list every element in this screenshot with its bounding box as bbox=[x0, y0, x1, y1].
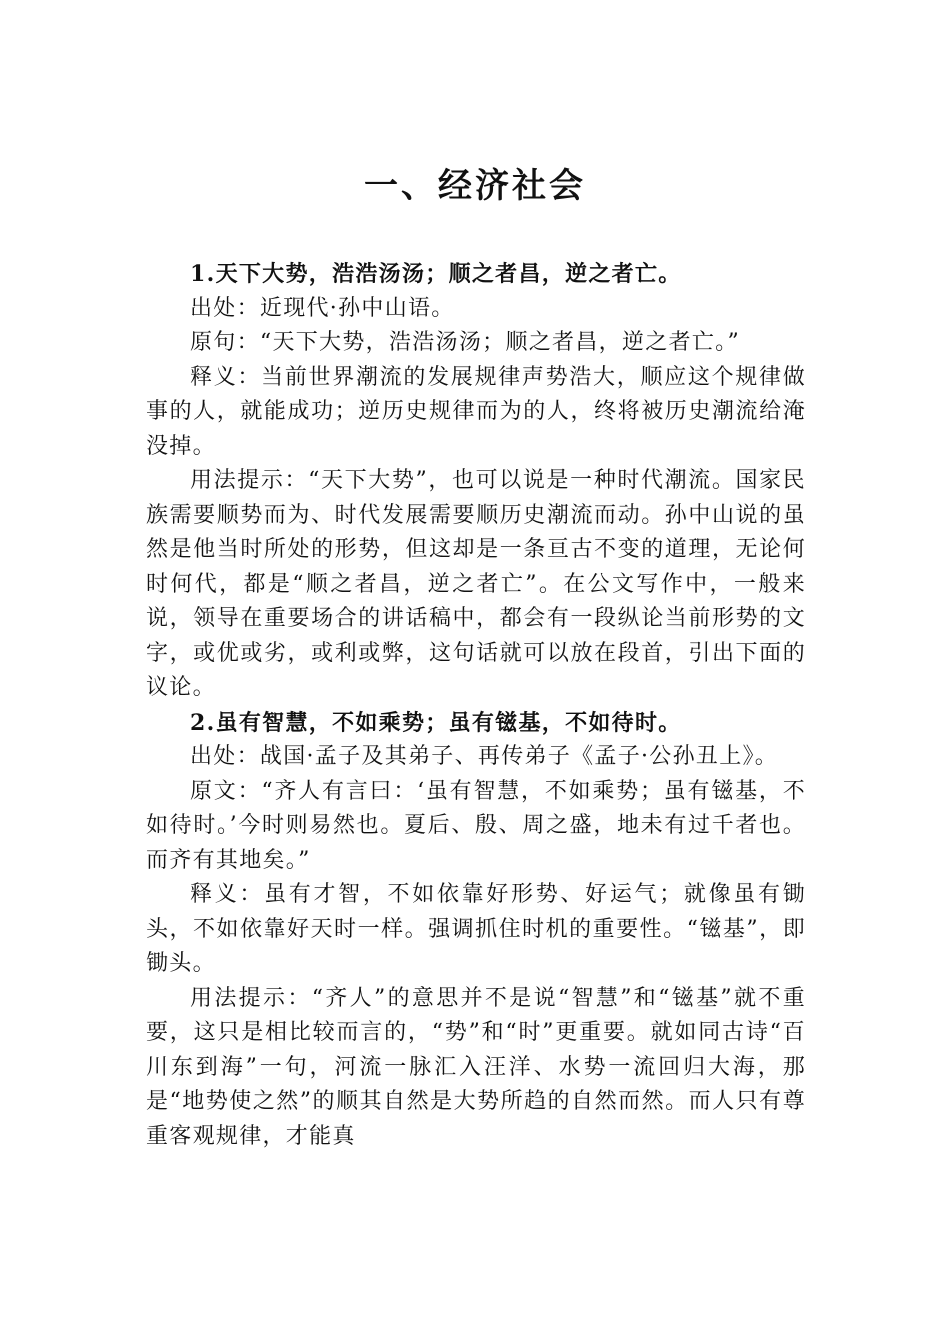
entry-2-meaning: 释义：虽有才智，不如依靠好形势、好运气；就像虽有锄头，不如依靠好天时一样。强调抓住时机的重要性。“镃基”，即锄头。 bbox=[146, 882, 806, 976]
document-body bbox=[146, 257, 806, 1154]
entry-1-original: 原句：“天下大势，浩浩汤汤；顺之者昌，逆之者亡。” bbox=[190, 330, 740, 355]
entry-1-heading: 1.天下大势，浩浩汤汤；顺之者昌，逆之者亡。 bbox=[190, 261, 682, 287]
entry-1-source: 出处：近现代·孙中山语。 bbox=[190, 295, 455, 321]
section-title: 一、经济社会 bbox=[364, 166, 586, 206]
entry-2-source: 出处：战国·孟子及其弟子、再传弟子《孟子·公孙丑上》。 bbox=[190, 744, 779, 769]
entry-2-original: 原文：“齐人有言曰：‘虽有智慧，不如乘势；虽有镃基，不如待时。’今时则易然也。夏后、殷、周之盛，地未有过千者也。而齐有其地矣。” bbox=[146, 778, 806, 873]
entry-2-heading: 2.虽有智慧，不如乘势；虽有镃基，不如待时。 bbox=[190, 709, 682, 736]
entry-2-usage: 用法提示：“齐人”的意思并不是说“智慧”和“镃基”就不重要，这只是相比较而言的，“势”和“时”更重要。就如同古诗“百川东到海”一句，河流一脉汇入汪洋、水势一流回归大海，那是“地势使之然”的顺其自然是大势所趋的自然而然。而人只有尊重客观规律，才能真 bbox=[146, 985, 806, 1149]
entry-1-meaning: 释义：当前世界潮流的发展规律声势浩大，顺应这个规律做事的人，就能成功；逆历史规律而为的人，终将被历史潮流给淹没掉。 bbox=[146, 364, 806, 459]
entry-1-usage: 用法提示：“天下大势”，也可以说是一种时代潮流。国家民族需要顺势而为、时代发展需要顺历史潮流而动。孙中山说的虽然是他当时所处的形势，但这却是一条亘古不变的道理，无论何时何代，都是“顺之者昌，逆之者亡”。在公文写作中，一般来说，领导在重要场合的讲话稿中，都会有一段纵论当前形势的文字，或优或劣，或利或弊，这句话就可以放在段首，引出下面的议论。 bbox=[146, 468, 806, 700]
